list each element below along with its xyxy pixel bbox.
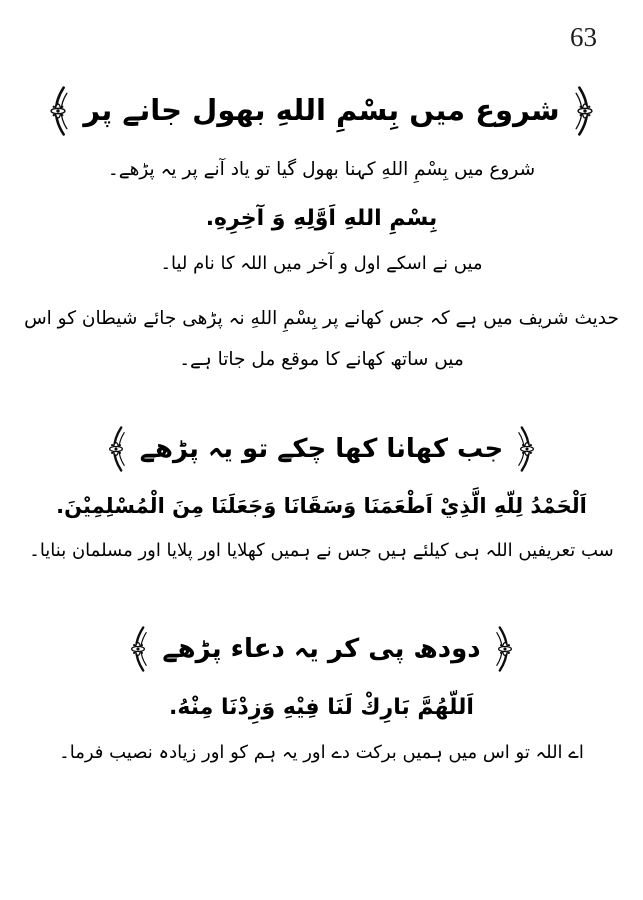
floral-bracket-right-icon (515, 426, 539, 472)
floral-bracket-left-icon (104, 426, 128, 472)
floral-bracket-right-icon (493, 626, 517, 672)
section-bismillah-forgotten (0, 86, 643, 380)
section-1-hadith-note: حدیث شریف میں ہے کہ جس کھانے پر بِسْمِ اللهِ نہ پڑھی جائے شیطان کو اس میں ساتھ کھانے کا موقع مل جاتا ہے۔ (24, 307, 619, 370)
section-after-meal (0, 426, 643, 568)
section-2-heading-text: جب کھانا کھا چکے تو یہ پڑھے (139, 433, 504, 464)
section-after-milk (0, 626, 643, 770)
floral-bracket-left-icon (45, 86, 71, 136)
section-2-heading (0, 426, 643, 472)
section-1-heading (0, 86, 643, 136)
section-3-arabic-dua: اَللّهُمَّ بَارِكْ لَنَا فِيْهِ وَزِدْنَا مِنْهُ. (169, 695, 474, 721)
section-1-heading-text: شروع میں بِسْمِ اللهِ بھول جانے پر (83, 93, 560, 128)
section-3-translation: اے اللہ تو اس میں ہمیں برکت دے اور یہ ہم کو اور زیادہ نصیب فرما۔ (59, 741, 584, 763)
section-1-translation: میں نے اسکے اول و آخر میں اللہ کا نام لیا۔ (160, 252, 483, 274)
page-number: 63 (570, 22, 597, 52)
section-2-arabic-dua: اَلْحَمْدُ لِلّهِ الَّذِيْ اَطْعَمَنَا وَسَقَانَا وَجَعَلَنَا مِنَ الْمُسْلِمِيْنَ. (56, 494, 587, 519)
section-1-instruction: شروع میں بِسْمِ اللهِ کہنا بھول گیا تو یاد آنے پر یہ پڑھے۔ (107, 159, 536, 180)
floral-bracket-left-icon (126, 626, 150, 672)
floral-bracket-right-icon (572, 86, 598, 136)
section-2-translation: سب تعریفیں اللہ ہی کیلئے ہیں جس نے ہمیں کھلایا اور پلایا اور مسلمان بنایا۔ (29, 540, 614, 562)
section-3-heading-text: دودھ پی کر یہ دعاء پڑھے (162, 633, 481, 664)
section-3-heading (0, 626, 643, 672)
section-1-arabic-dua: بِسْمِ اللهِ اَوَّلِهِ وَ آخِرِهِ. (205, 206, 438, 232)
